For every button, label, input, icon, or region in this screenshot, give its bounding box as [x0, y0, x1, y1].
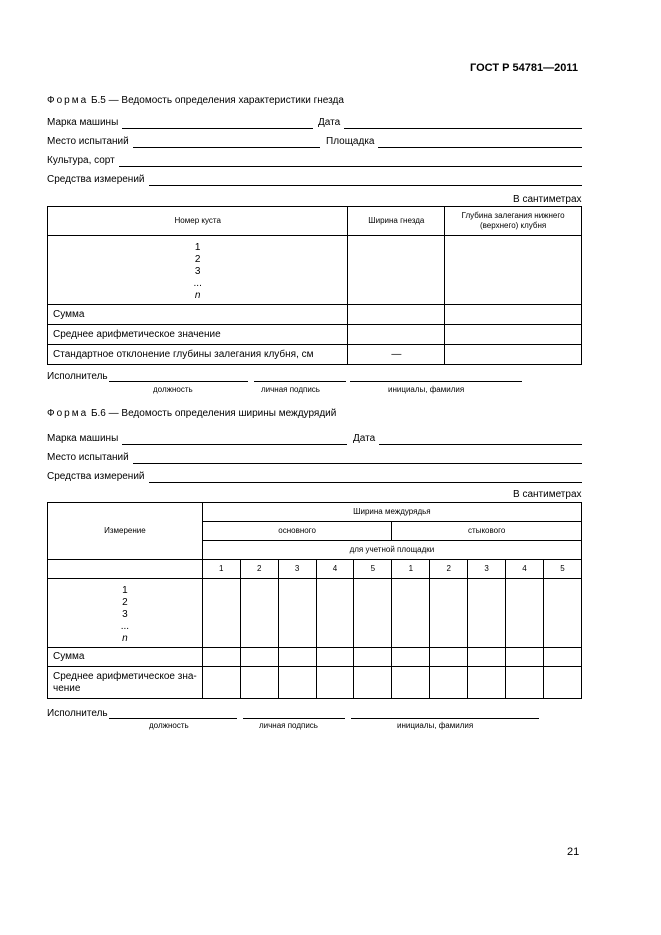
form-b5-table	[47, 206, 582, 365]
data-cell[interactable]	[278, 667, 316, 699]
col-joint: стыкового	[392, 522, 582, 541]
data-cell[interactable]	[240, 648, 278, 667]
col-number: 3	[468, 560, 506, 579]
data-cell[interactable]	[468, 667, 506, 699]
data-cell[interactable]	[348, 325, 445, 345]
data-cell[interactable]	[354, 579, 392, 648]
col-tuber-depth: Глубина залегания нижнего (верхнего) клубня	[445, 207, 582, 236]
col-number: 5	[354, 560, 392, 579]
data-cell[interactable]	[316, 579, 354, 648]
data-cell[interactable]	[278, 648, 316, 667]
data-cell[interactable]	[543, 579, 581, 648]
col-number: 1	[392, 560, 430, 579]
form-b5-place-field[interactable]: Место испытаний	[47, 136, 320, 148]
data-cell[interactable]	[468, 648, 506, 667]
sig-label-name: инициалы, фамилия	[388, 385, 465, 394]
row-sum: Сумма	[48, 648, 203, 667]
data-cell[interactable]	[430, 648, 468, 667]
row-numbers: 1 2 3 ... n	[48, 236, 348, 305]
signature-line-sign[interactable]	[243, 718, 345, 719]
col-number: 4	[506, 560, 544, 579]
data-cell[interactable]	[445, 345, 582, 365]
row-stddev: Стандартное отклонение глубины залегания клубня, см	[48, 345, 348, 365]
data-cell[interactable]	[202, 667, 240, 699]
data-cell[interactable]	[445, 325, 582, 345]
sig-label-position: должность	[153, 385, 193, 394]
form-b5-brand-field[interactable]: Марка машины	[47, 117, 313, 129]
col-number: 4	[316, 560, 354, 579]
row-numbers: 1 2 3 ... n	[48, 579, 203, 648]
col-number: 5	[543, 560, 581, 579]
form-b5-title: Форма Б.5 — Ведомость определения характеристики гнезда	[47, 95, 344, 106]
form-b6-date-field[interactable]: Дата	[353, 433, 582, 445]
data-cell[interactable]	[202, 648, 240, 667]
col-number: 1	[202, 560, 240, 579]
data-cell[interactable]	[240, 579, 278, 648]
col-nest-width: Ширина гнезда	[348, 207, 445, 236]
col-main: основного	[202, 522, 392, 541]
data-cell[interactable]	[354, 648, 392, 667]
row-mean: Среднее арифметическое зна-чение	[48, 667, 203, 699]
signature-line-name[interactable]	[351, 718, 539, 719]
data-cell[interactable]	[506, 667, 544, 699]
data-cell[interactable]	[392, 667, 430, 699]
signature-line-sign[interactable]	[254, 381, 346, 382]
data-cell[interactable]	[278, 579, 316, 648]
signature-line-position[interactable]	[109, 718, 237, 719]
form-b5-area-field[interactable]: Площадка	[326, 136, 582, 148]
form-b5-units: В сантиметрах	[513, 194, 582, 205]
data-cell[interactable]	[506, 648, 544, 667]
col-number: 2	[240, 560, 278, 579]
col-measurement: Измерение	[48, 503, 203, 560]
blank-cell	[48, 560, 203, 579]
form-b6-table	[47, 502, 582, 699]
form-b6-brand-field[interactable]: Марка машины	[47, 433, 347, 445]
row-sum: Сумма	[48, 305, 348, 325]
data-cell[interactable]	[445, 236, 582, 305]
data-cell[interactable]	[202, 579, 240, 648]
page-number: 21	[567, 846, 580, 858]
signature-line-name[interactable]	[350, 381, 522, 382]
form-b6-place-field[interactable]: Место испытаний	[47, 452, 582, 464]
data-cell[interactable]	[506, 579, 544, 648]
form-b5-executor-label: Исполнитель	[47, 371, 108, 382]
sig-label-signature: личная подпись	[259, 721, 318, 730]
data-cell[interactable]	[430, 667, 468, 699]
dash-cell: —	[348, 345, 445, 365]
data-cell[interactable]	[348, 236, 445, 305]
data-cell[interactable]	[543, 667, 581, 699]
col-number: 3	[278, 560, 316, 579]
standard-number: ГОСТ Р 54781—2011	[470, 62, 578, 74]
col-plot: для учетной площадки	[202, 541, 581, 560]
signature-line-position[interactable]	[109, 381, 248, 382]
form-b6-units: В сантиметрах	[513, 489, 582, 500]
sig-label-position: должность	[149, 721, 189, 730]
form-b5-instruments-field[interactable]: Средства измерений	[47, 174, 582, 186]
data-cell[interactable]	[392, 579, 430, 648]
sig-label-signature: личная подпись	[261, 385, 320, 394]
data-cell[interactable]	[316, 667, 354, 699]
col-row-width: Ширина междурядья	[202, 503, 581, 522]
form-b6-title: Форма Б.6 — Ведомость определения ширины междурядий	[47, 408, 337, 419]
data-cell[interactable]	[468, 579, 506, 648]
data-cell[interactable]	[316, 648, 354, 667]
row-mean: Среднее арифметическое значение	[48, 325, 348, 345]
data-cell[interactable]	[348, 305, 445, 325]
form-b6-instruments-field[interactable]: Средства измерений	[47, 471, 582, 483]
sig-label-name: инициалы, фамилия	[397, 721, 474, 730]
data-cell[interactable]	[430, 579, 468, 648]
data-cell[interactable]	[392, 648, 430, 667]
data-cell[interactable]	[543, 648, 581, 667]
col-plant-number: Номер куста	[48, 207, 348, 236]
data-cell[interactable]	[240, 667, 278, 699]
form-b5-date-field[interactable]: Дата	[318, 117, 582, 129]
col-number: 2	[430, 560, 468, 579]
form-b6-executor-label: Исполнитель	[47, 708, 108, 719]
data-cell[interactable]	[445, 305, 582, 325]
form-b5-crop-field[interactable]: Культура, сорт	[47, 155, 582, 167]
data-cell[interactable]	[354, 667, 392, 699]
